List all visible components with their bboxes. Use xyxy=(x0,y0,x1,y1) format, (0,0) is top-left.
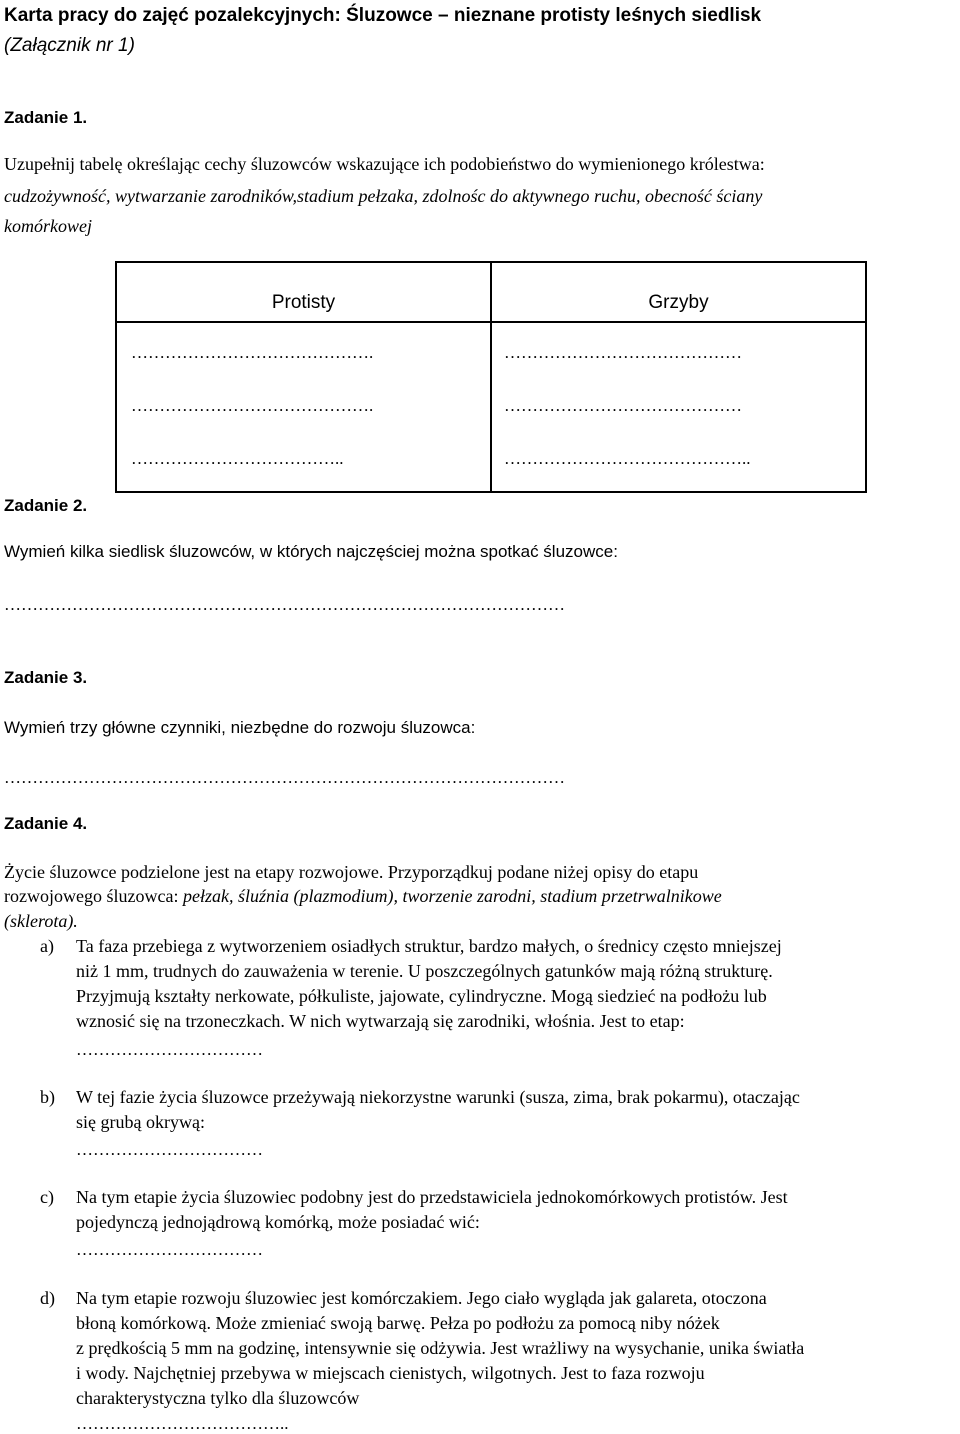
answer-line: ……………………………………. xyxy=(131,396,374,415)
task1-instruction-line3: komórkowej xyxy=(4,216,92,236)
task3-heading: Zadanie 3. xyxy=(4,668,88,687)
answer-line: …………………………………… xyxy=(504,343,742,362)
item-b-line: się grubą okrywą: xyxy=(76,1112,205,1132)
item-b-answer[interactable]: …………………………… xyxy=(76,1140,263,1159)
item-b-marker: b) xyxy=(40,1087,55,1107)
comparison-table xyxy=(115,261,867,493)
task2-question: Wymień kilka siedlisk śluzowców, w których najczęściej można spotkać śluzowce: xyxy=(4,542,618,561)
task3-answer-line[interactable]: ……………………………………………………………………………………… xyxy=(4,768,565,787)
item-c-line: pojedynczą jednojądrową komórką, może posiadać wić: xyxy=(76,1212,480,1232)
item-d-line: i wody. Najchętniej przebywa w miejscach cienistych, wilgotnych. Jest to faza rozwoju xyxy=(76,1363,705,1383)
item-a-line: Ta faza przebiega z wytworzeniem osiadłych struktur, bardzo małych, o średnicy często mniejszej xyxy=(76,936,782,956)
task1-instruction-line2: cudzożywność, wytwarzanie zarodników,stadium pełzaka, zdolnośc do aktywnego ruchu, obecność ściany xyxy=(4,186,763,206)
answer-line: …………………………………… xyxy=(504,396,742,415)
answer-line: ……………………………….. xyxy=(131,449,344,468)
item-d-answer[interactable]: ……………………………….. xyxy=(76,1414,289,1433)
item-d-line: Na tym etapie rozwoju śluzowiec jest komórczakiem. Jego ciało wygląda jak galareta, otoczona xyxy=(76,1288,767,1308)
table-header-protisty: Protisty xyxy=(116,262,491,322)
table-header-grzyby: Grzyby xyxy=(491,262,866,322)
item-a-line: wznosić się na trzoneczkach. W nich wytwarzają się zarodniki, włośnia. Jest to etap: xyxy=(76,1011,685,1031)
table-cell-grzyby[interactable] xyxy=(491,322,866,492)
task2-answer-line[interactable]: ……………………………………………………………………………………… xyxy=(4,595,565,614)
worksheet-title: Karta pracy do zajęć pozalekcyjnych: Śluzowce – nieznane protisty leśnych siedlisk xyxy=(4,5,762,26)
task2-heading: Zadanie 2. xyxy=(4,496,88,515)
item-c-line: Na tym etapie życia śluzowiec podobny jest do przedstawiciela jednokomórkowych protistów. Jest xyxy=(76,1187,788,1207)
item-d-marker: d) xyxy=(40,1288,55,1308)
item-d-line: z prędkością 5 mm na godzinę, intensywnie się odżywia. Jest wrażliwy na wysychanie, unika światła xyxy=(76,1338,805,1358)
answer-line: ……………………………………. xyxy=(131,343,374,362)
item-a-line: Przyjmują kształty nerkowate, półkuliste, jajowate, cylindryczne. Mogą siedzieć na podłożu lub xyxy=(76,986,767,1006)
item-c-answer[interactable]: …………………………… xyxy=(76,1240,263,1259)
task4-intro-line1: Życie śluzowce podzielone jest na etapy rozwojowe. Przyporządkuj podane niżej opisy do etapu xyxy=(4,862,699,882)
task1-heading: Zadanie 1. xyxy=(4,108,88,127)
task1-instruction-line1: Uzupełnij tabelę określając cechy śluzowców wskazujące ich podobieństwo do wymienionego królestwa: xyxy=(4,154,765,174)
item-a-marker: a) xyxy=(40,936,54,956)
item-d-line: błoną komórkową. Może zmieniać swoją barwę. Pełza po podłożu za pomocą niby nóżek xyxy=(76,1313,720,1333)
item-b-line: W tej fazie życia śluzowce przeżywają niekorzystne warunki (susza, zima, brak pokarmu), otaczając xyxy=(76,1087,800,1107)
task4-intro-line2: rozwojowego śluzowca: pełzak, śluźnia (plazmodium), tworzenie zarodni, stadium przetrwalnikowe xyxy=(4,886,722,906)
answer-line: …………………………………….. xyxy=(504,449,751,468)
task4-heading: Zadanie 4. xyxy=(4,814,88,833)
table-cell-protisty[interactable] xyxy=(116,322,491,492)
item-d-line: charakterystyczna tylko dla śluzowców xyxy=(76,1388,360,1408)
item-a-answer[interactable]: …………………………… xyxy=(76,1040,263,1059)
task3-question: Wymień trzy główne czynniki, niezbędne do rozwoju śluzowca: xyxy=(4,718,476,737)
worksheet-subtitle: (Załącznik nr 1) xyxy=(4,35,135,56)
task4-intro-line3: (sklerota). xyxy=(4,911,78,931)
item-c-marker: c) xyxy=(40,1187,54,1207)
item-a-line: niż 1 mm, trudnych do zauważenia w terenie. U poszczególnych gatunków mają różną strukturę. xyxy=(76,961,773,981)
